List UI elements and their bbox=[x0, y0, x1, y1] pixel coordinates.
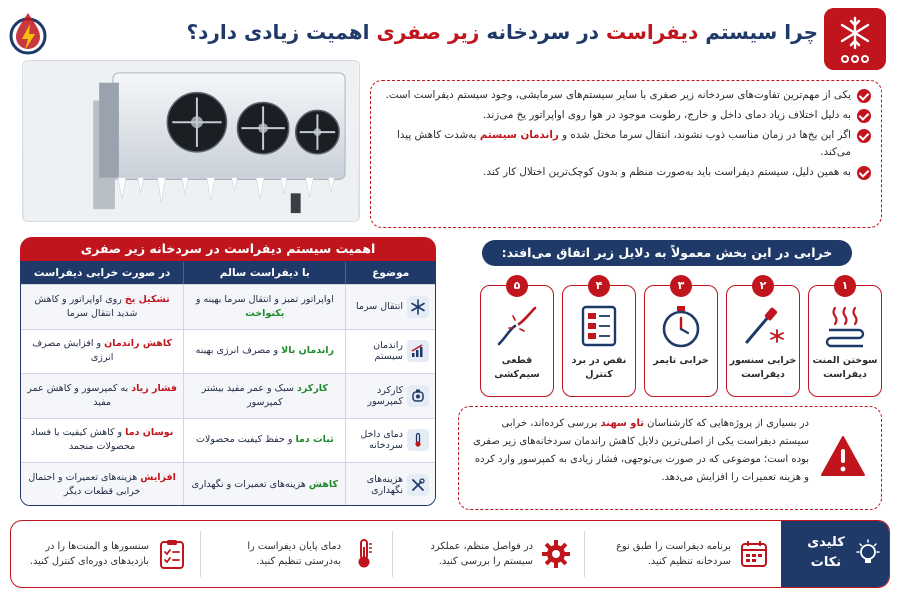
warning-box bbox=[458, 406, 882, 510]
failures-title: خرابی در این بخش معمولاً به دلایل زیر اتفاق می‌افتد: bbox=[482, 240, 852, 266]
header-healthy: با دیفراست سالم bbox=[183, 262, 345, 284]
lightbulb-icon bbox=[853, 539, 883, 569]
calendar-icon bbox=[737, 537, 771, 571]
tools-icon bbox=[407, 474, 429, 496]
failure-card: ۴ نقص در برد کنترل bbox=[562, 285, 636, 397]
table-row: هزینه‌های نگهداری کاهش هزینه‌های تعمیرات و نگهداری افزایش هزینه‌های تعمیرات و احتمال خرابی قطعات دیگر bbox=[21, 462, 435, 506]
header-failure: در صورت خرابی دیفراست bbox=[33, 267, 171, 279]
key-points-header: کلیدی نکات bbox=[781, 521, 889, 587]
intro-item: به دلیل اختلاف زیاد دمای داخل و خارج، رطوبت موجود در هوا روی اواپراتور یخ می‌زند. bbox=[381, 107, 871, 124]
intro-item: به همین دلیل، سیستم دیفراست باید به‌صورت منظم و بدون کوچک‌ترین اختلال کار کند. bbox=[381, 164, 871, 181]
gear-icon bbox=[539, 537, 573, 571]
key-point-divider bbox=[392, 531, 393, 577]
failure-card: ۱ سوختن المنت دیفراست bbox=[808, 285, 882, 397]
check-icon bbox=[857, 129, 871, 143]
key-point-divider bbox=[584, 531, 585, 577]
sensor-icon bbox=[739, 302, 787, 350]
check-icon bbox=[857, 109, 871, 123]
brand-logo bbox=[8, 10, 48, 62]
checklist-icon bbox=[155, 537, 189, 571]
control-board-icon bbox=[575, 302, 623, 350]
snowflake-badge-icon bbox=[824, 8, 886, 70]
table-row: راندمان سیستم راندمان بالا و مصرف انرژی بهینه کاهش راندمان و افزایش مصرف انرژی bbox=[21, 329, 435, 374]
wiring-icon bbox=[493, 302, 541, 350]
key-point: برنامه دیفراست را طبق نوع سردخانه تنظیم کنید. bbox=[591, 521, 777, 587]
snowflake-icon bbox=[407, 296, 429, 318]
page-title: چرا سیستم دیفراست در سردخانه زیر صفری اهمیت زیادی دارد؟ bbox=[186, 20, 818, 44]
failure-card: ۵ قطعی سیم‌کشی bbox=[480, 285, 554, 397]
table-row: انتقال سرما اواپراتور تمیز و انتقال سرما بهینه و یکنواخت تشکیل یخ روی اواپراتور و کاهش شدید انتقال سرما bbox=[21, 284, 435, 329]
table-row: کارکرد کمپرسور کارکرد سبک و عمر مفید بیشتر کمپرسور فشار زیاد به کمپرسور و کاهش عمر مفید bbox=[21, 373, 435, 418]
failure-card: ۲ خرابی سنسور دیفراست bbox=[726, 285, 800, 397]
thermometer-icon bbox=[407, 429, 429, 451]
warning-text: در بسیاری از پروژه‌هایی که کارشناسان تاو سهند بررسی کرده‌اند، خرابی سیستم دیفراست یکی از اصلی‌ترین دلایل کاهش راندمان سردخانه‌های زیر صفری بوده است؛ موضوعی که در صورت بی‌توجهی، فشار زیادی به کمپرسور وارد کرده و هزینه تعمیرات را افزایش می‌دهد. bbox=[472, 418, 809, 483]
intro-item: اگر این یخ‌ها در زمان مناسب ذوب نشوند، انتقال سرما مختل شده و راندمان سیستم به‌شدت کاهش پیدا می‌کند. bbox=[381, 127, 871, 161]
table-row: دمای داخل سردخانه ثبات دما و حفظ کیفیت محصولات نوسان دما و کاهش کیفیت یا فساد محصولات منجمد bbox=[21, 418, 435, 463]
compressor-icon bbox=[407, 385, 429, 407]
key-point: در فواصل منظم، عملکرد سیستم را بررسی کنید. bbox=[399, 521, 579, 587]
table-header bbox=[21, 262, 435, 284]
heater-element-icon bbox=[821, 302, 869, 350]
timer-icon bbox=[657, 302, 705, 350]
thermometer-icon bbox=[347, 537, 381, 571]
key-point: سنسورها و المنت‌ها را در بازدیدهای دوره‌ای کنترل کنید. bbox=[15, 521, 195, 587]
chart-icon bbox=[407, 340, 429, 362]
key-point: دمای پایان دیفراست را به‌درستی تنظیم کنید. bbox=[207, 521, 387, 587]
intro-box bbox=[370, 80, 882, 228]
check-icon bbox=[857, 166, 871, 180]
failure-card: ۳ خرابی تایمر bbox=[644, 285, 718, 397]
check-icon bbox=[857, 89, 871, 103]
key-points-bar bbox=[10, 520, 890, 588]
header-topic: موضوع bbox=[345, 262, 435, 284]
evaporator-photo bbox=[22, 60, 360, 222]
intro-item: یکی از مهم‌ترین تفاوت‌های سردخانه زیر صفری با سایر سیستم‌های سرمایشی، وجود سیستم دیفراست است. bbox=[381, 87, 871, 104]
key-point-divider bbox=[200, 531, 201, 577]
warning-icon bbox=[819, 433, 867, 481]
comparison-table bbox=[20, 261, 436, 506]
table-title: اهمیت سیستم دیفراست در سردخانه زیر صفری bbox=[20, 237, 436, 261]
